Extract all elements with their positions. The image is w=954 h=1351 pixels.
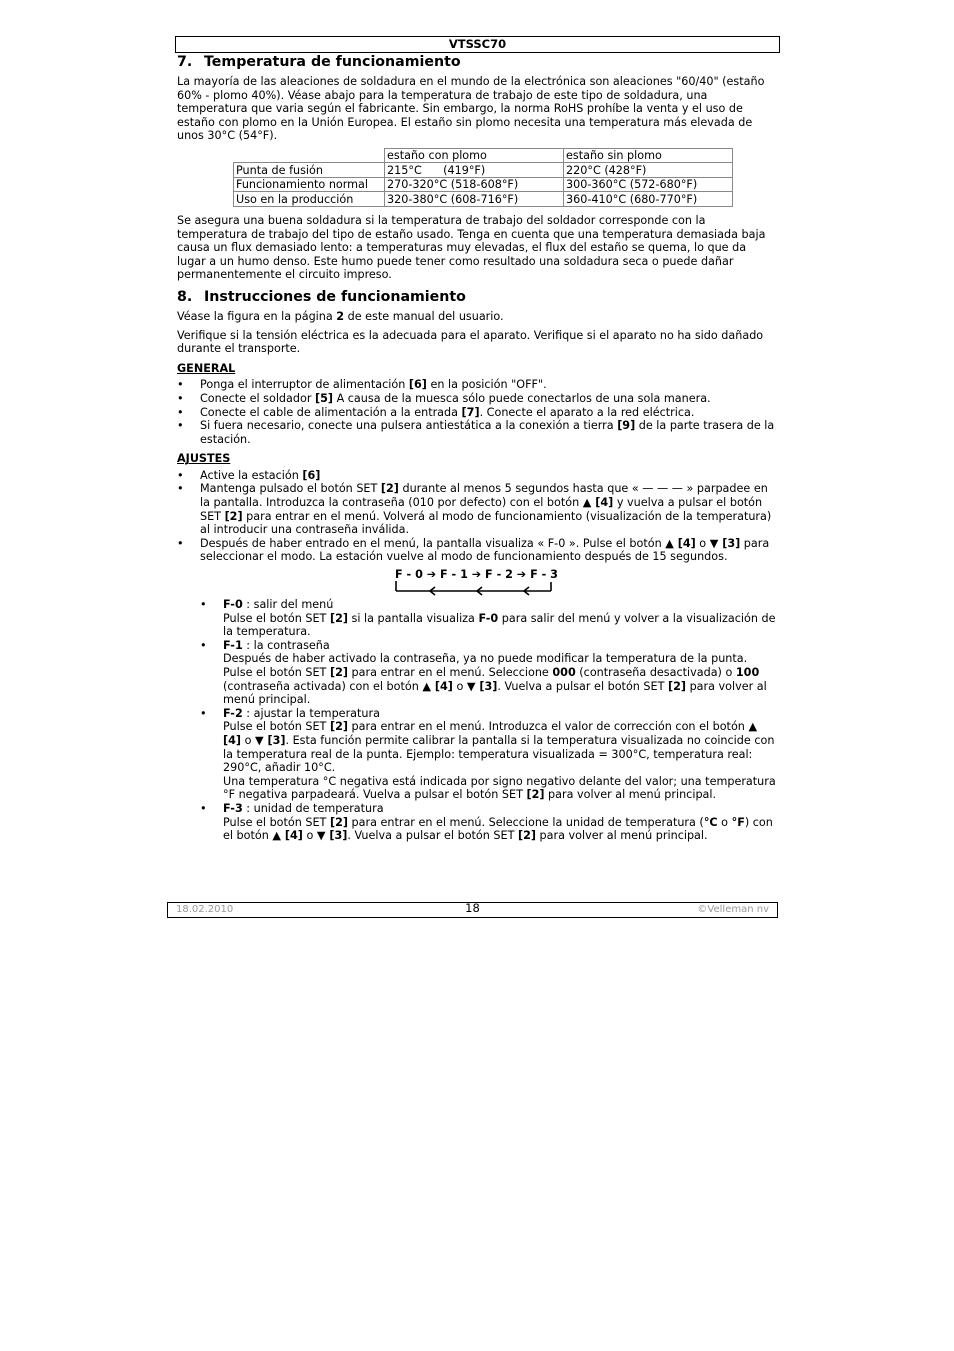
section-7-heading: 7. Temperatura de funcionamiento	[177, 54, 461, 70]
table-cell: 300-360°C (572-680°F)	[564, 177, 733, 192]
table-cell: Uso en la producción	[234, 192, 385, 207]
table-row	[234, 163, 733, 178]
section-8-p2: Verifique si la tensión eléctrica es la adecuada para el aparato. Verifique si el aparato no ha sido dañado durante el transporte.	[177, 328, 764, 356]
list-item: • Mantenga pulsado el botón SET [2] durante al menos 5 segundos hasta que « — — — » parpadee en la pantalla. Introduzca la contraseña (010 por defecto) con el botón ▲ [4] y vuelva a pulsar el botón SET [2] para entrar en el menú. Volverá al modo de funcionamiento (visualización de la temperatura) al introducir una contraseña inválida.	[177, 482, 777, 536]
page-number: 18	[465, 901, 480, 915]
mode-item-f1: • F-1 : la contraseña Después de haber activado la contraseña, ya no puede modificar la temperatura de la punta. Pulse el botón SET [2] para entrar en el menú. Seleccione 000 (contraseña desactivada) o 100 (contraseña activada) con el botón ▲ [4] o ▼ [3]. Vuelva a pulsar el botón SET [2] para volver al menú principal.	[200, 639, 777, 707]
mode-list	[200, 598, 777, 843]
table-cell	[234, 148, 385, 163]
footer-date: 18.02.2010	[176, 904, 234, 915]
table-cell: Funcionamiento normal	[234, 177, 385, 192]
section-7-intro: La mayoría de las aleaciones de soldadura en el mundo de la electrónica son aleaciones "60/40" (estaño 60% - plomo 40%). Véase abajo para la temperatura de trabajo de este tipo de soldadura, una temperatura que varia según el fabricante. Sin embargo, la norma RoHS prohíbe la venta y el uso de estaño con plomo en la Unión Europea. El estaño sin plomo necesita una temperatura más elevada de unos 30°C (54°F).	[177, 75, 765, 143]
table-cell: 215°C (419°F)	[385, 163, 564, 178]
section-7-outro: Se asegura una buena soldadura si la temperatura de trabajo del soldador corresponde con la temperatura de trabajo del tipo de estaño usado. Tenga en cuenta que una temperatura demasiada baja causa un flux demasiado lento: a temperaturas muy elevadas, el flux del estaño se quema, lo que da lugar a un humo denso. Este humo puede tener como resultado una soldadura seca o puede dañar permanentemente el circuito impreso.	[177, 213, 766, 282]
table-row	[234, 177, 733, 192]
table-cell: Punta de fusión	[234, 163, 385, 178]
menu-flow-diagram	[177, 568, 777, 598]
table-cell: 360-410°C (680-770°F)	[564, 192, 733, 207]
model-name: VTSSC70	[448, 37, 507, 51]
section-8-heading: 8. Instrucciones de funcionamiento	[177, 288, 466, 305]
page-footer	[167, 902, 778, 918]
mode-item-f2: • F-2 : ajustar la temperatura Pulse el botón SET [2] para entrar en el menú. Introduzca el valor de corrección con el botón ▲ [4] o ▼ [3]. Esta función permite calibrar la pantalla si la temperatura visualizada no coincide con la temperatura real de la punta. Ejemplo: temperatura visualizada = 300°C, temperatura real: 290°C, añadir 10°C. Una temperatura °C negativa está indicada por signo negativo delante del valor; una temperatura °F negativa parpadeará. Vuelva a pulsar el botón SET [2] para volver al menú principal.	[200, 707, 777, 802]
table-header-row	[234, 148, 733, 163]
document-body	[177, 54, 777, 847]
temperature-table	[233, 148, 733, 207]
mode-item-f3: • F-3 : unidad de temperatura Pulse el botón SET [2] para entrar en el menú. Seleccione la unidad de temperatura (°C o °F) con el botón ▲ [4] o ▼ [3]. Vuelva a pulsar el botón SET [2] para volver al menú principal.	[200, 802, 777, 843]
ajustes-heading: AJUSTES	[177, 452, 231, 466]
mode-item-f0: • F-0 : salir del menú Pulse el botón SET [2] si la pantalla visualiza F-0 para salir del menú y volver a la visualización de la temperatura.	[200, 598, 777, 639]
table-cell: 270-320°C (518-608°F)	[385, 177, 564, 192]
ajustes-list	[177, 469, 777, 564]
table-cell: 220°C (428°F)	[564, 163, 733, 178]
menu-flow-text: F - 0 ➔ F - 1 ➔ F - 2 ➔ F - 3	[395, 568, 558, 582]
section-8-p1: Véase la figura en la página 2 de este manual del usuario.	[177, 309, 504, 323]
general-heading: GENERAL	[177, 361, 236, 375]
table-header: estaño sin plomo	[564, 148, 733, 163]
table-cell: 320-380°C (608-716°F)	[385, 192, 564, 207]
footer-copyright: ©Velleman nv	[697, 904, 769, 915]
page-header	[175, 36, 780, 53]
list-item: • Conecte el soldador [5] A causa de la muesca sólo puede conectarlos de una sola manera.	[177, 392, 777, 406]
general-list	[177, 378, 777, 446]
list-item: • Active la estación [6]	[177, 469, 777, 483]
list-item: • Conecte el cable de alimentación a la entrada [7]. Conecte el aparato a la red eléctrica.	[177, 406, 777, 420]
list-item: • Ponga el interruptor de alimentación [6] en la posición "OFF".	[177, 378, 777, 392]
table-row	[234, 192, 733, 207]
table-header: estaño con plomo	[385, 148, 564, 163]
mode-descriptions	[177, 598, 777, 843]
list-item: • Si fuera necesario, conecte una pulsera antiestática a la conexión a tierra [9] de la parte trasera de la estación.	[177, 419, 777, 446]
loop-back-arrow-icon	[394, 580, 562, 596]
list-item: • Después de haber entrado en el menú, la pantalla visualiza « F-0 ». Pulse el botón ▲ [4] o ▼ [3] para seleccionar el modo. La estación vuelve al modo de funcionamiento después de 15 segundos.	[177, 537, 777, 564]
